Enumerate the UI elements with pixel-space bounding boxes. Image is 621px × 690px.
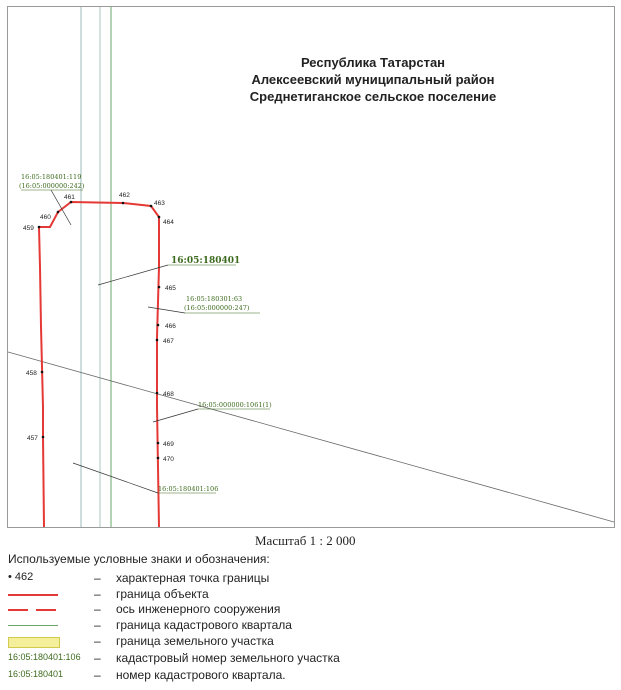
legend-dash: –	[94, 571, 101, 585]
legend-row-engineering-axis	[8, 602, 608, 617]
point-464	[158, 216, 161, 219]
legend-symbol-point	[8, 571, 78, 586]
label-457: 457	[27, 435, 38, 442]
label-462: 462	[119, 192, 130, 199]
legend-row-object-boundary	[8, 587, 608, 602]
legend-dash: –	[94, 634, 101, 648]
legend-desc-object-boundary: граница объекта	[116, 587, 209, 601]
label-466: 466	[165, 323, 176, 330]
point-467	[156, 339, 159, 342]
object-boundary-top	[39, 202, 159, 527]
legend-dash: –	[94, 618, 101, 632]
point-461	[70, 201, 73, 204]
legend-title: Используемые условные знаки и обозначения:	[8, 552, 270, 566]
leader-parcel-106	[73, 463, 158, 493]
legend-desc-quarter-number: номер кадастрового квартала.	[116, 668, 286, 682]
label-464: 464	[163, 219, 174, 226]
point-458	[41, 371, 44, 374]
cad-label-1061: 16:05:000000:1061(1)	[198, 401, 272, 409]
cad-label-63: 16:05:180301:63	[186, 295, 243, 303]
legend-dash: –	[94, 651, 101, 665]
legend-row-quarter-number	[8, 668, 608, 683]
legend-dash: –	[94, 587, 101, 601]
label-465: 465	[165, 285, 176, 292]
point-460	[57, 211, 60, 214]
label-463: 463	[154, 200, 165, 207]
leader-quarter	[98, 265, 168, 285]
legend-desc-parcel-number: кадастровый номер земельного участка	[116, 651, 340, 665]
legend-dash: –	[94, 602, 101, 616]
legend-symbol-quarter-number-text: 16:05:180401	[8, 669, 64, 679]
label-460: 460	[40, 214, 51, 221]
leader-parcel-63	[148, 307, 185, 313]
legend-row-point	[8, 571, 608, 586]
legend-symbol-parcel-boundary	[8, 634, 78, 649]
point-469	[157, 442, 160, 445]
leader-parcel-1061	[153, 409, 198, 422]
diagonal-line	[8, 352, 614, 522]
title-republic: Республика Татарстан	[300, 55, 446, 70]
cad-label-119-sub: (16:05:000000:242)	[19, 182, 85, 190]
legend-dash: –	[94, 668, 101, 682]
label-470: 470	[163, 456, 174, 463]
legend-symbol-engineering-axis	[8, 602, 78, 617]
legend-row-quarter-boundary	[8, 618, 608, 633]
legend-row-parcel-number	[8, 651, 608, 666]
legend-desc-quarter-boundary: граница кадастрового квартала	[116, 618, 292, 632]
legend-desc-engineering-axis: ось инженерного сооружения	[116, 602, 281, 616]
label-467: 467	[163, 338, 174, 345]
legend-symbol-parcel-number	[8, 651, 81, 666]
legend-symbol-object-boundary	[8, 587, 78, 602]
point-463	[150, 205, 153, 208]
point-466	[157, 324, 160, 327]
point-470	[157, 457, 160, 460]
point-468	[156, 392, 159, 395]
cad-label-quarter: 16:05:180401	[171, 256, 241, 266]
label-461: 461	[64, 194, 75, 201]
cad-label-106: 16:05:180401:106	[158, 485, 219, 493]
legend-row-parcel-boundary	[8, 634, 608, 649]
legend-symbol-quarter-number	[8, 668, 78, 683]
point-462	[122, 202, 125, 205]
cad-label-119: 16:05:180401:119	[21, 173, 82, 181]
map-frame	[7, 6, 615, 528]
legend-symbol-parcel-number-text: 16:05:180401:106	[8, 652, 81, 662]
cad-label-63-sub: (16:05:000000:247)	[184, 304, 250, 312]
legend-desc-point: характерная точка границы	[116, 571, 270, 585]
label-469: 469	[163, 441, 174, 448]
legend-symbol-quarter-boundary	[8, 618, 78, 633]
legend-desc-parcel-boundary: граница земельного участка	[116, 634, 274, 648]
label-458: 458	[26, 370, 37, 377]
label-459: 459	[23, 225, 34, 232]
point-465	[158, 286, 161, 289]
scale-label: Масштаб 1 : 2 000	[255, 533, 356, 548]
point-457	[42, 436, 45, 439]
boundary-points	[38, 201, 161, 460]
legend-symbol-point-text: • 462	[8, 571, 34, 583]
point-459	[38, 226, 41, 229]
label-468: 468	[163, 391, 174, 398]
object-boundary-left	[39, 227, 44, 527]
title-district: Алексеевский муниципальный район	[251, 72, 495, 87]
title-settlement: Среднетиганское сельское поселение	[249, 89, 497, 104]
